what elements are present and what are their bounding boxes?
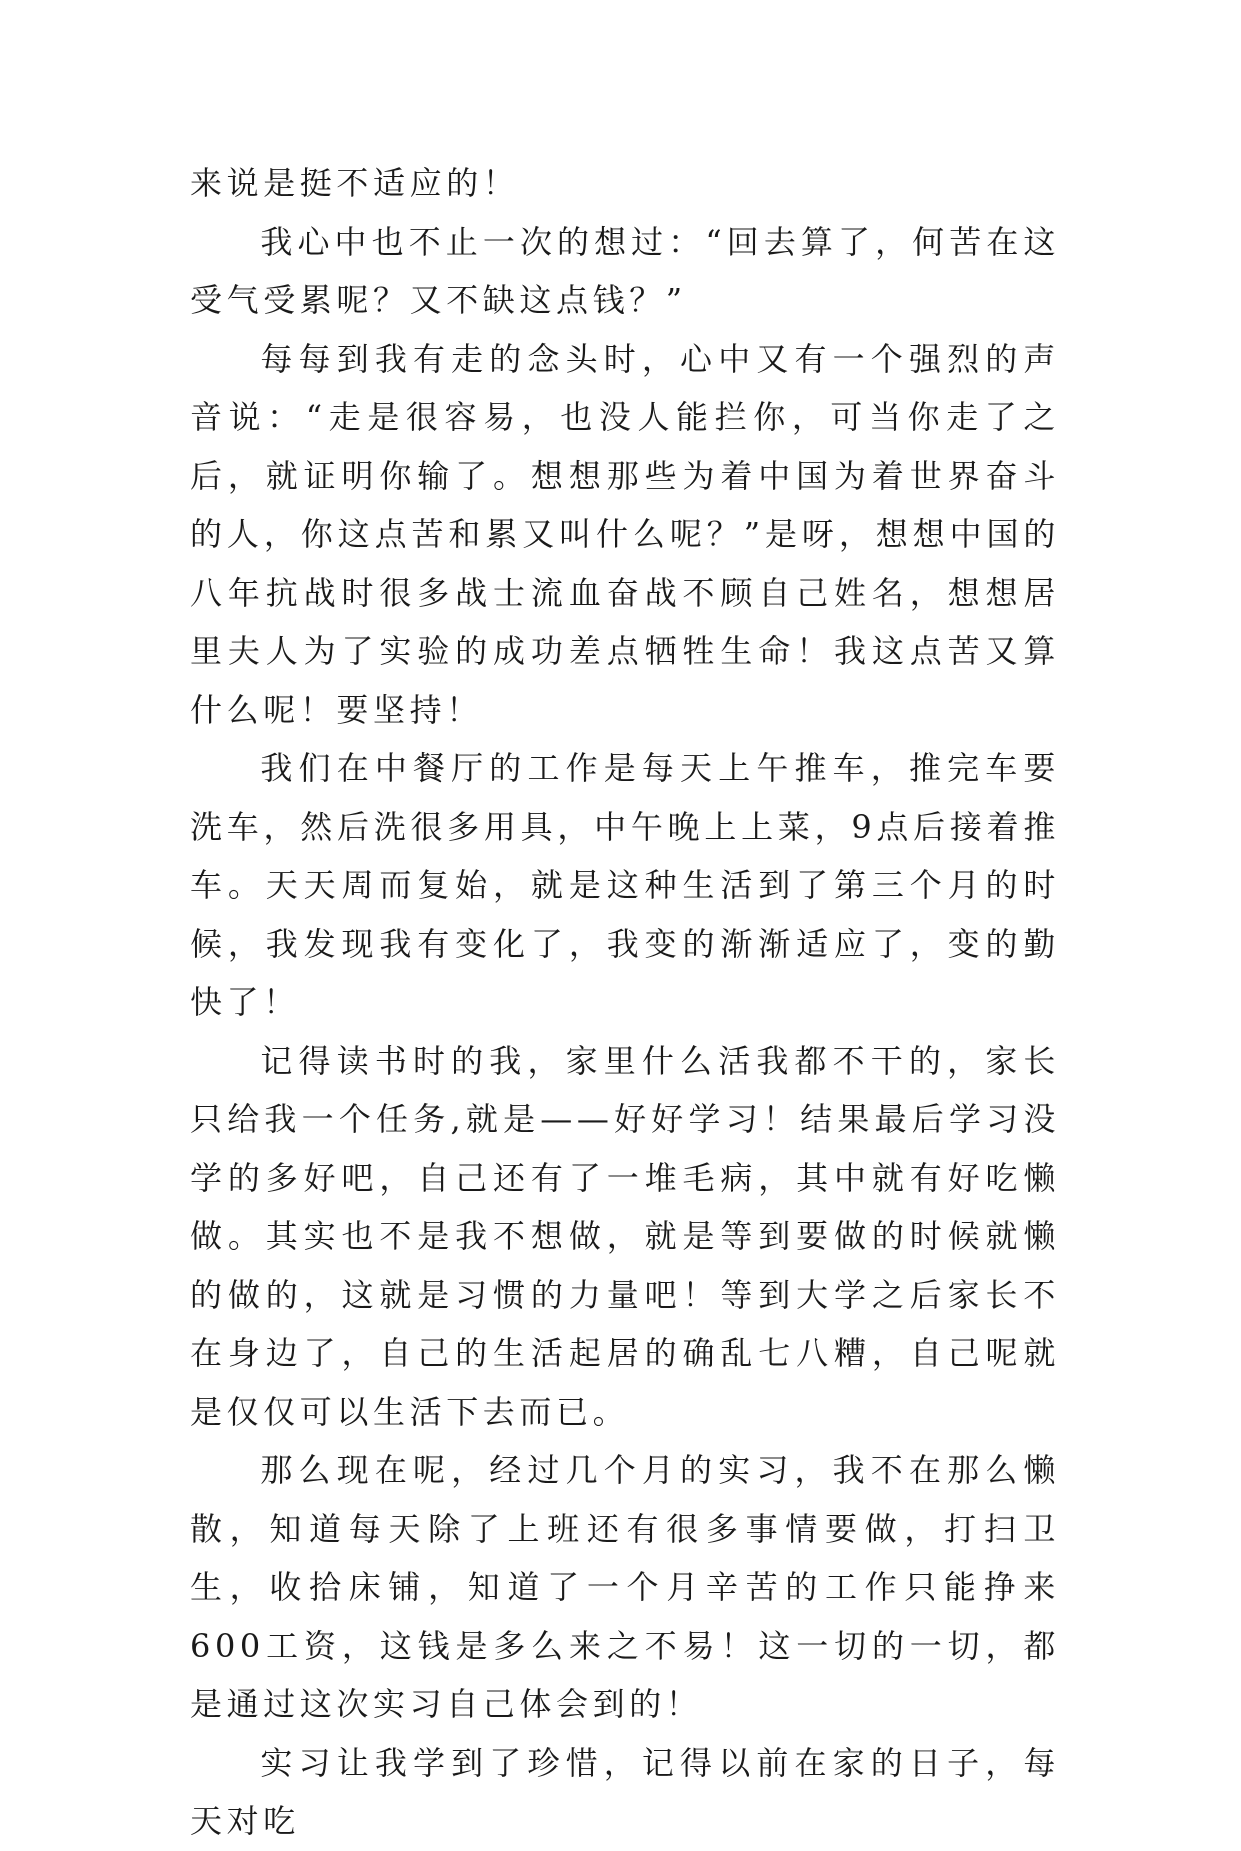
paragraph-4: 我们在中餐厅的工作是每天上午推车，推完车要洗车，然后洗很多用具，中午晚上上菜，9点后接着推车。天天周而复始，就是这种生活到了第三个月的时候，我发现我有变化了，我变的渐渐适应了，变的勤快了！ [190,749,1060,1021]
paragraph-1: 来说是挺不适应的！ [190,164,520,202]
paragraph-2: 我心中也不止一次的想过：“回去算了，何苦在这受气受累呢？又不缺这点钱？” [190,222,1060,319]
body-text [190,154,1060,1851]
paragraph-3: 每每到我有走的念头时，心中又有一个强烈的声音说：“走是很容易，也没人能拦你，可当你走了之后，就证明你输了。想想那些为着中国为着世界奋斗的人，你这点苦和累又叫什么呢？”是呀，想想中国的八年抗战时很多战士流血奋战不顾自己姓名，想想居里夫人为了实验的成功差点牺牲生命！我这点苦又算什么呢！要坚持！ [190,339,1060,729]
paragraph-5: 记得读书时的我，家里什么活我都不干的，家长只给我一个任务,就是——好好学习！结果最后学习没学的多好吧，自己还有了一堆毛病，其中就有好吃懒做。其实也不是我不想做，就是等到要做的时候就懒的做的，这就是习惯的力量吧！等到大学之后家长不在身边了，自己的生活起居的确乱七八糟，自己呢就是仅仅可以生活下去而已。 [190,1041,1060,1431]
paragraph-6: 那么现在呢，经过几个月的实习，我不在那么懒散，知道每天除了上班还有很多事情要做，打扫卫生，收拾床铺，知道了一个月辛苦的工作只能挣来600工资，这钱是多么来之不易！这一切的一切，都是通过这次实习自己体会到的！ [190,1451,1060,1723]
paragraph-7: 实习让我学到了珍惜，记得以前在家的日子，每天对吃 [190,1743,1060,1840]
